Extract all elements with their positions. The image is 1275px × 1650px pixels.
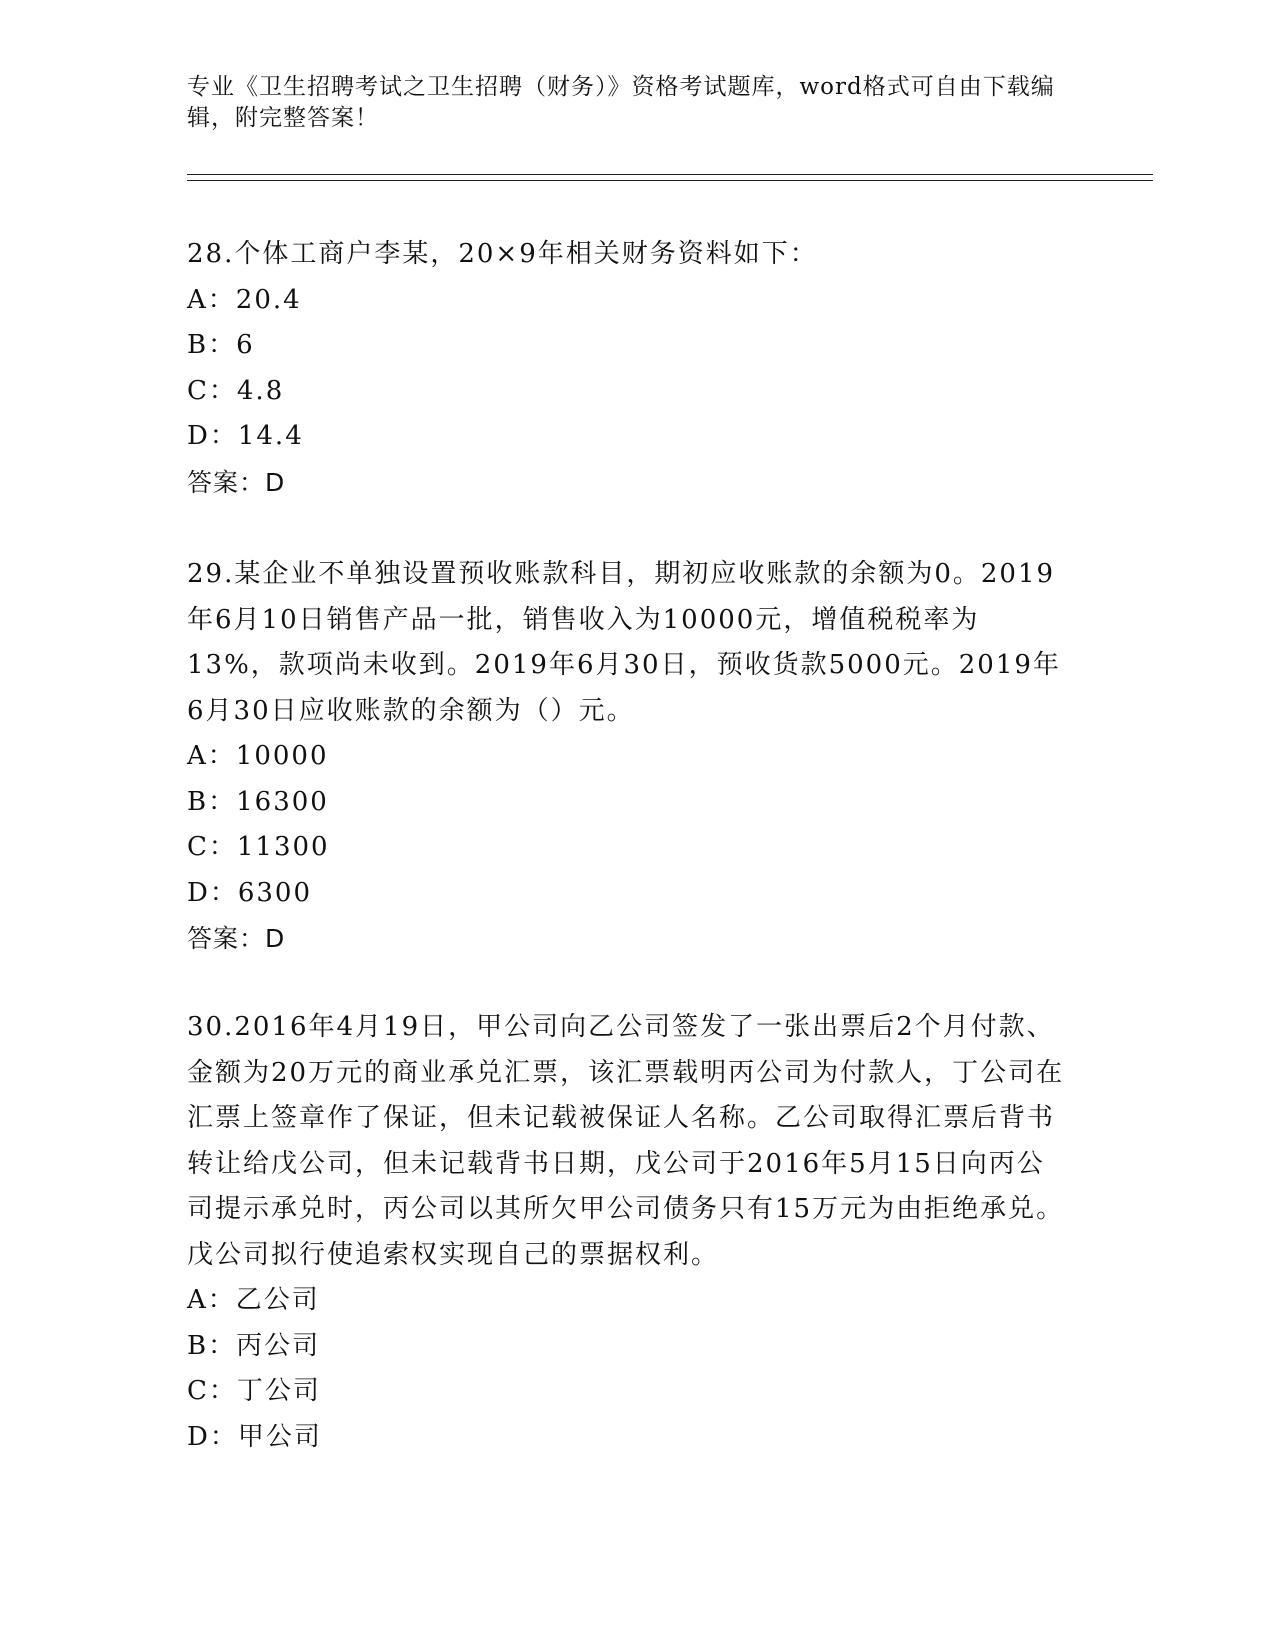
option-d: D：6300 (187, 877, 313, 908)
question-28 (187, 232, 1067, 505)
question-30 (187, 1005, 1067, 1460)
option-a: A：乙公司 (187, 1285, 320, 1315)
option-c: C：11300 (187, 832, 330, 862)
question-29 (187, 552, 1067, 962)
answer: 答案：D (187, 924, 286, 953)
option-d: D：甲公司 (187, 1421, 322, 1452)
document-header: 专业《卫生招聘考试之卫生招聘（财务）》资格考试题库，word格式可自由下载编辑，附完整答案！ (187, 74, 1055, 131)
option-d: D：14.4 (187, 421, 304, 451)
option-b: B：16300 (187, 786, 329, 817)
question-stem: 28.个体工商户李某，20×9年相关财务资料如下： (187, 239, 818, 269)
option-c: C：丁公司 (187, 1376, 321, 1406)
header-divider-top (187, 174, 1153, 175)
option-b: B：丙公司 (187, 1330, 321, 1361)
option-c: C：4.8 (187, 375, 285, 406)
question-stem: 30.2016年4月19日，甲公司向乙公司签发了一张出票后2个月付款、金额为20万元的商业承兑汇票，该汇票载明丙公司为付款人，丁公司在汇票上签章作了保证，但未记载被保证人名称。乙公司取得汇票后背书转让给戊公司，但未记载背书日期，戊公司于2016年5月15日向丙公司提示承兑时，丙公司以其所欠甲公司债务只有15万元为由拒绝承兑。戊公司拟行使追索权实现自己的票据权利。 (187, 1012, 1065, 1270)
option-b: B：6 (187, 330, 255, 360)
option-a: A：10000 (187, 741, 329, 771)
answer: 答案：D (187, 467, 286, 497)
question-stem: 29.某企业不单独设置预收账款科目，期初应收账款的余额为0。2019年6月10日销售产品一批，销售收入为10000元，增值税税率为13%，款项尚未收到。2019年6月30日，预收货款5000元。2019年6月30日应收账款的余额为（）元。 (187, 559, 1061, 726)
option-a: A：20.4 (187, 284, 302, 315)
header-divider-bottom (187, 180, 1153, 181)
